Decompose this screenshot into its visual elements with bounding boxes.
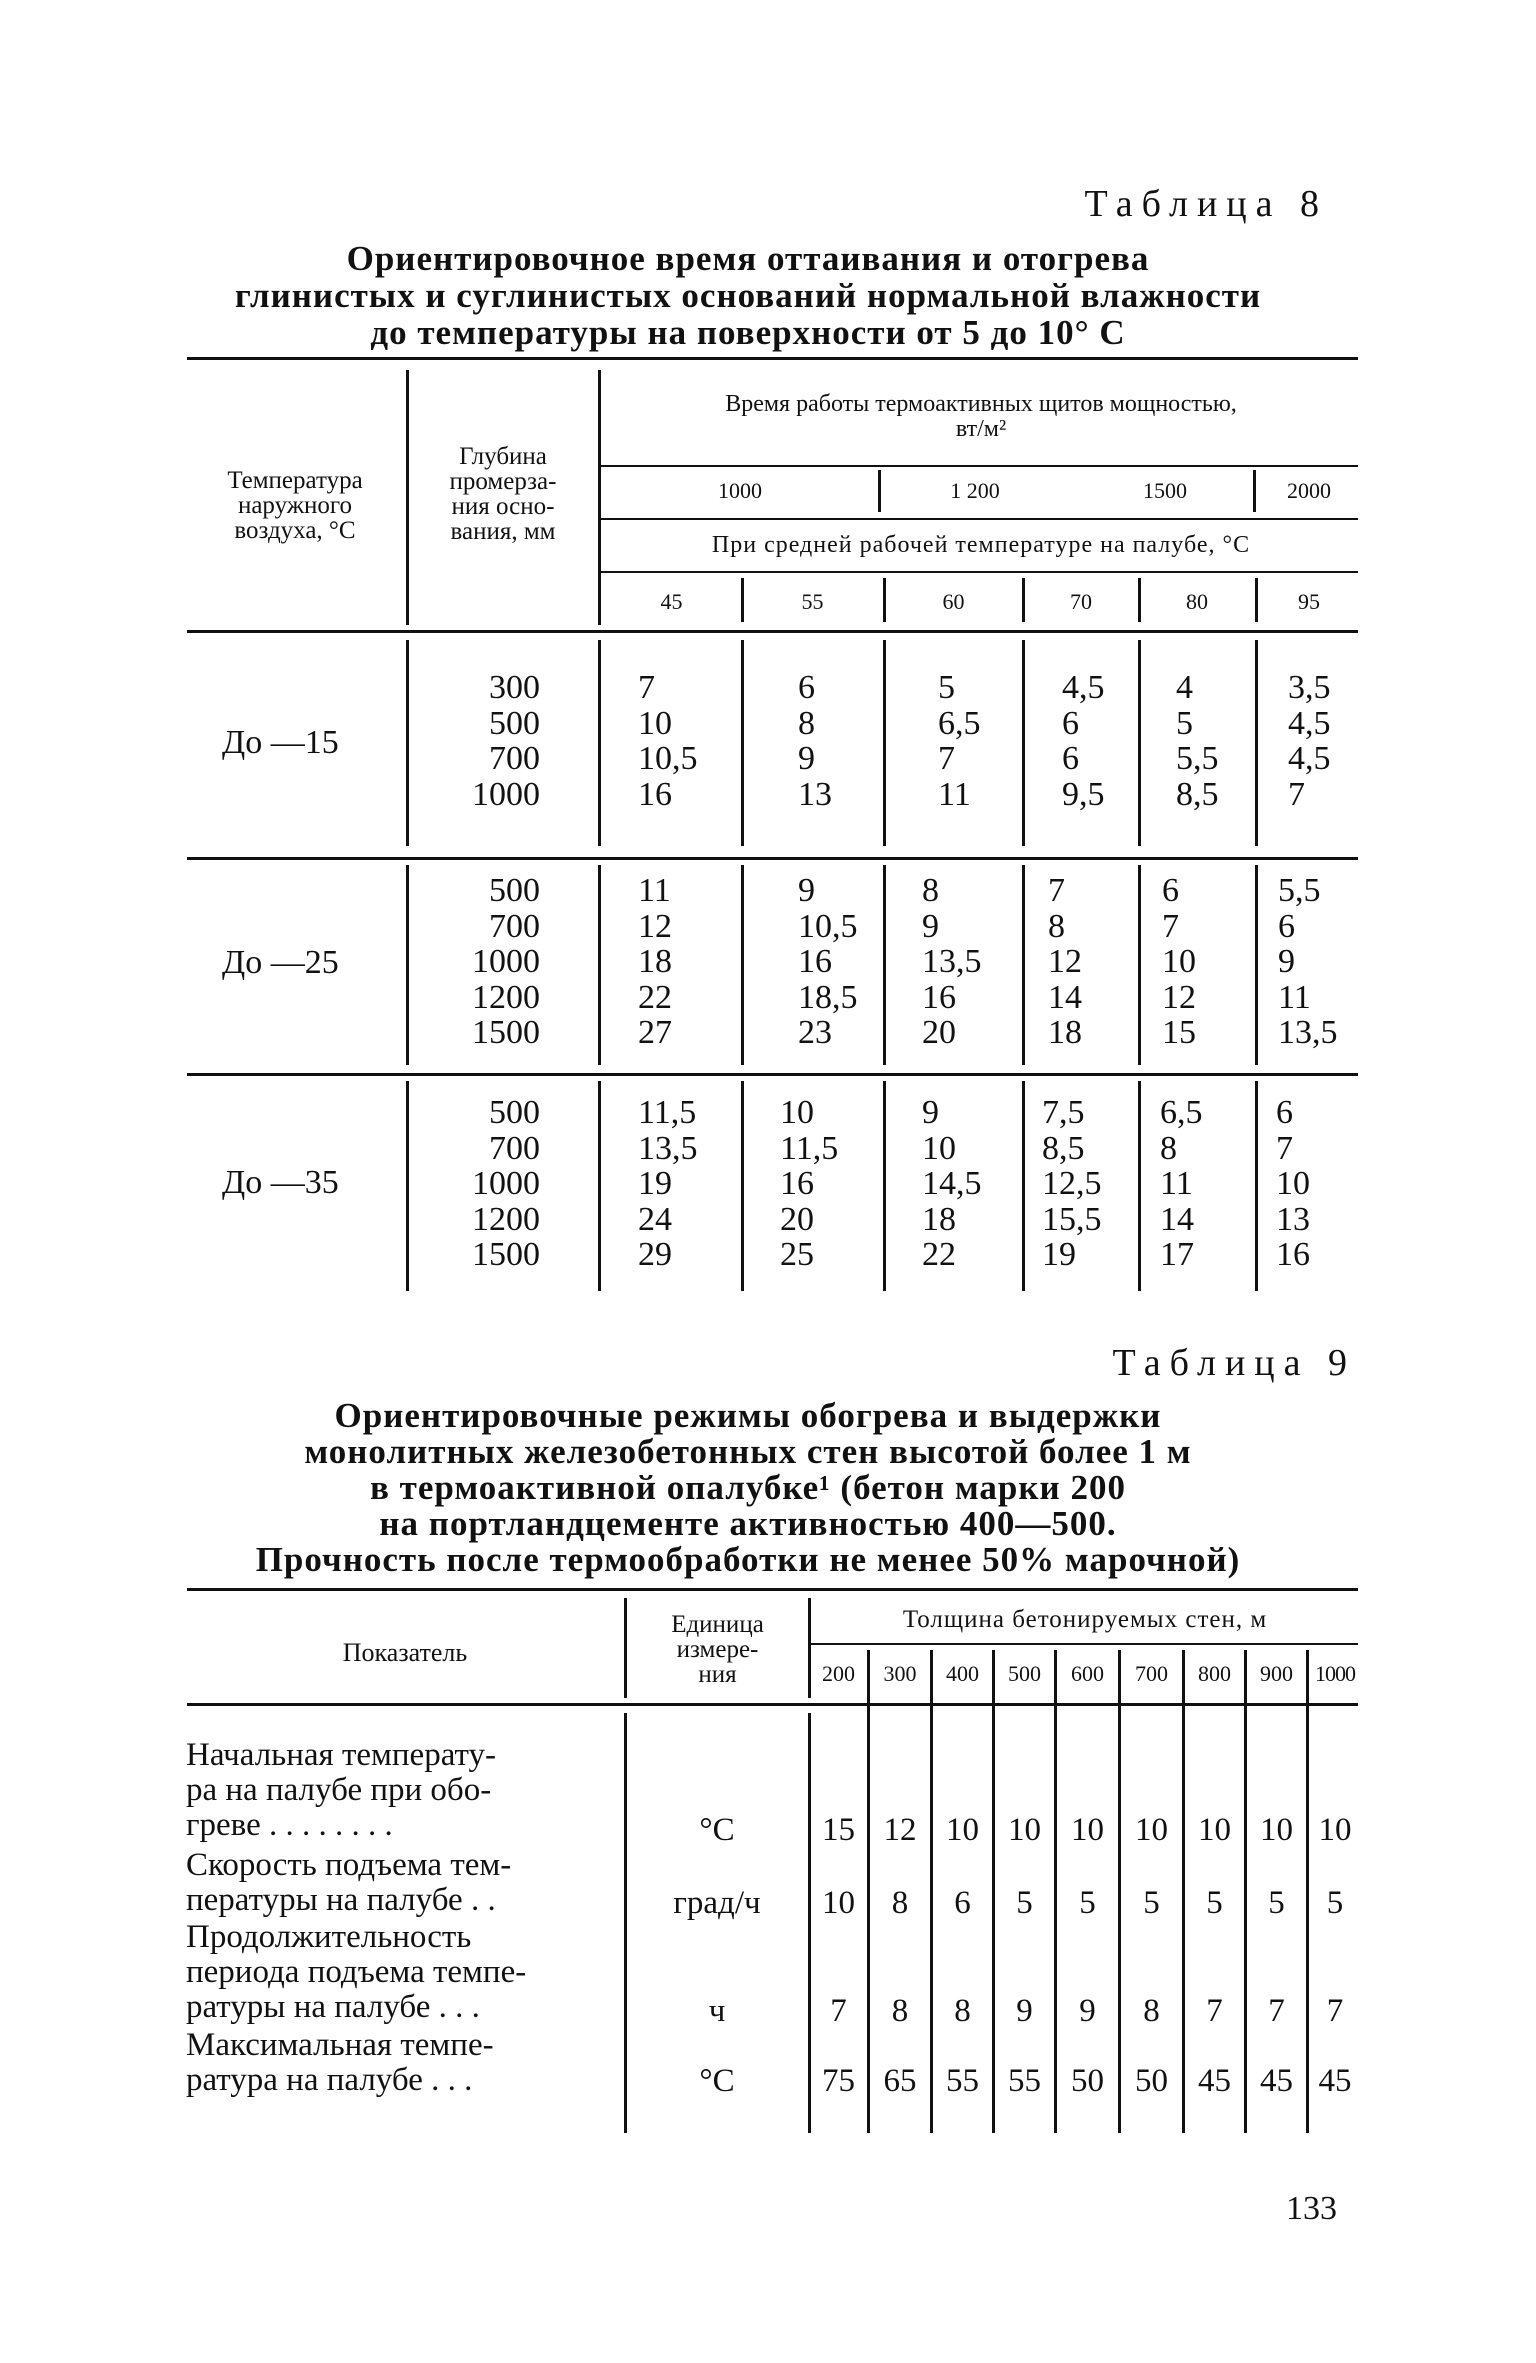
table9-cell: 5 — [1143, 1885, 1160, 1921]
table9-cell: 45 — [1260, 2063, 1293, 2099]
table9-width: 400 — [946, 1661, 979, 1686]
table8-header-temp: Температура наружного воздуха, °С — [227, 467, 363, 544]
table8-vline-body — [1138, 640, 1141, 846]
table8-group-rule-1 — [187, 857, 1358, 860]
table9-row-unit: °С — [699, 1812, 735, 1848]
table9-cell: 7 — [1268, 1993, 1285, 2029]
table8-vline-body — [598, 1081, 601, 1291]
table9-top-rule — [187, 1588, 1358, 1591]
table8-vline-body — [741, 640, 744, 846]
table8-vline-body — [1255, 640, 1258, 846]
table9-header-thickness: Толщина бетонируемых стен, м — [902, 1606, 1268, 1633]
table9-title-line-2: монолитных железобетонных стен высотой более 1 м — [304, 1432, 1192, 1471]
table9-cell: 45 — [1318, 2063, 1352, 2099]
table8-vline-body — [1255, 865, 1258, 1065]
table8-power-1000: 1000 — [718, 478, 762, 503]
table9-row-unit: град/ч — [673, 1885, 761, 1921]
table8-header-depth: Глубина промерза- ния осно- вания, мм — [449, 443, 557, 545]
table8-value-col: 11 12 18 22 27 — [638, 872, 672, 1051]
table9-cell: 10 — [1318, 1812, 1352, 1848]
table8-value-col: 7 10 10,5 16 — [638, 669, 698, 813]
table8-temps-rule — [598, 571, 1358, 573]
table8-value-col: 6,5 8 11 14 17 — [1160, 1094, 1203, 1273]
table8-value-col: 4 5 5,5 8,5 — [1176, 669, 1219, 813]
table8-vline-temp-2 — [883, 578, 886, 622]
table8-temp-45: 45 — [660, 589, 683, 614]
table9-cell: 8 — [954, 1993, 971, 2029]
table8-vline-body — [598, 865, 601, 1065]
table9-cell: 5 — [1079, 1885, 1096, 1921]
table9-number: Таблица 9 — [1112, 1342, 1356, 1384]
table8-value-col: 4,5 6 6 9,5 — [1062, 669, 1105, 813]
table8-number: Таблица 8 — [1084, 183, 1328, 225]
table8-value-col: 3,5 4,5 4,5 7 — [1288, 669, 1331, 813]
table9-cell: 50 — [1135, 2063, 1168, 2099]
table8-vline-body — [406, 640, 409, 846]
table8-group-label: До —15 — [222, 724, 339, 761]
table8-vline-body — [406, 865, 409, 1065]
table8-power-2000: 2000 — [1287, 478, 1331, 503]
table9-width: 1000 — [1315, 1661, 1355, 1686]
table8-vline-body — [883, 865, 886, 1065]
table9-row-label: Начальная температу- ра на палубе при обо- греве . . . . . . . . — [186, 1737, 496, 1843]
table9-row-label: Скорость подъема тем- пературы на палубе . . — [186, 1847, 512, 1918]
table8-vline-body — [1138, 865, 1141, 1065]
table9-cell: 8 — [891, 1993, 909, 2029]
table8-vline-body — [1255, 1081, 1258, 1291]
table9-cell: 6 — [954, 1885, 971, 1921]
table9-cell: 75 — [822, 2063, 855, 2099]
table9-cell: 45 — [1198, 2063, 1231, 2099]
table8-title-line-2: глинистых и суглинистых оснований нормальной влажности — [234, 276, 1262, 315]
table9-width: 300 — [883, 1661, 917, 1686]
table8-value-col: 5,5 6 9 11 13,5 — [1278, 872, 1338, 1051]
table9-cell: 8 — [1143, 1993, 1160, 2029]
table9-width: 700 — [1135, 1661, 1168, 1686]
table8-vline-header-1 — [406, 370, 409, 625]
table9-row-unit: ч — [708, 1993, 726, 2029]
table9-thickness-rule — [810, 1643, 1358, 1645]
table9-cell: 10 — [1135, 1812, 1168, 1848]
table8-value-col: 9 10,5 16 18,5 23 — [798, 872, 858, 1051]
table8-value-col: 9 10 14,5 18 22 — [922, 1094, 982, 1273]
table9-cell: 8 — [891, 1885, 909, 1921]
table9-header-unit: Единица измере- ния — [671, 1611, 764, 1688]
table9-cell: 65 — [883, 2063, 917, 2099]
table9-row-label: Максимальная темпе- ратура на палубе . . . — [186, 2027, 494, 2098]
table8-title-line-1: Ориентировочное время оттаивания и отогрева — [346, 239, 1150, 278]
table9-title-line-1: Ориентировочные режимы обогрева и выдержки — [334, 1396, 1162, 1435]
table8-value-col: 8 9 13,5 16 20 — [922, 872, 982, 1051]
table8-vline-temp-3 — [1022, 578, 1025, 622]
table8-group-label: До —25 — [222, 944, 339, 981]
table8-vline-body — [1022, 1081, 1025, 1291]
table9-cell: 5 — [1016, 1885, 1033, 1921]
table9-cell: 10 — [1198, 1812, 1231, 1848]
table9-cell: 5 — [1206, 1885, 1223, 1921]
table8-depth-col: 300 500 700 1000 — [472, 669, 540, 813]
table8-vline-power-1 — [878, 470, 881, 512]
table8-header-bottom-rule — [187, 630, 1358, 633]
table8-vline-temp-4 — [1138, 578, 1141, 622]
table9-width: 900 — [1260, 1661, 1293, 1686]
table8-vline-body — [741, 865, 744, 1065]
table8-group-label: До —35 — [222, 1164, 339, 1201]
table9-cell: 15 — [822, 1812, 855, 1848]
table9-cell: 10 — [1260, 1812, 1293, 1848]
table8-vline-power-2 — [1253, 470, 1256, 512]
table9-cell: 55 — [946, 2063, 979, 2099]
table8-value-col: 6 7 10 12 15 — [1162, 872, 1196, 1051]
table8-value-col: 6 8 9 13 — [798, 669, 832, 813]
table9-cell: 9 — [1016, 1993, 1033, 2029]
table8-temp-95: 95 — [1298, 589, 1320, 614]
table8-group-rule-2 — [187, 1073, 1358, 1076]
table8-vline-body — [598, 640, 601, 846]
table8-power-rule — [598, 465, 1358, 467]
table9-cell: 10 — [1008, 1812, 1041, 1848]
table9-cell: 55 — [1008, 2063, 1041, 2099]
table8-value-col: 10 11,5 16 20 25 — [780, 1094, 839, 1273]
table9-title-line-5: Прочность после термообработки не менее 50% марочной) — [255, 1540, 1241, 1579]
table8-temp-60: 60 — [942, 589, 965, 614]
table8-vline-body — [1022, 640, 1025, 846]
table9-vline-header — [624, 1598, 627, 1698]
table9-cell: 7 — [1326, 1993, 1344, 2029]
table8-title-line-3: до температуры на поверхности от 5 до 10° С — [370, 313, 1126, 352]
table8-depth-col: 500 700 1000 1200 1500 — [472, 1094, 540, 1273]
table8-power-1500: 1500 — [1143, 478, 1187, 503]
table9-row-label: Продолжительность периода подъема темпе- ратуры на палубе . . . — [186, 1919, 527, 2025]
table8-vline-body — [1138, 1081, 1141, 1291]
table8-value-col: 7 8 12 14 18 — [1048, 872, 1082, 1051]
table9-row-unit: °С — [699, 2063, 735, 2099]
table9-width: 500 — [1008, 1661, 1041, 1686]
table8-temp-80: 80 — [1186, 589, 1208, 614]
table8-vline-temp-5 — [1255, 578, 1258, 622]
page-number: 133 — [1286, 2190, 1337, 2227]
table8-vline-body — [1022, 865, 1025, 1065]
table8-value-col: 6 7 10 13 16 — [1276, 1094, 1310, 1273]
table9-header-indicator: Показатель — [342, 1638, 468, 1667]
table9-title-line-4: на портландцементе активностью 400—500. — [379, 1504, 1117, 1543]
table8-header-shield-power: Время работы термоактивных щитов мощностью, вт/м² — [725, 391, 1237, 442]
table8-depth-col: 500 700 1000 1200 1500 — [472, 872, 540, 1051]
table9-width: 200 — [822, 1661, 855, 1686]
table8-vline-body — [406, 1081, 409, 1291]
table8-power-1200: 1 200 — [950, 478, 1000, 503]
table9-cell: 7 — [1206, 1993, 1223, 2029]
table8-vline-body — [741, 1081, 744, 1291]
table9-width: 800 — [1198, 1661, 1231, 1686]
table9-title-line-3: в термоактивной опалубке¹ (бетон марки 200 — [370, 1468, 1126, 1507]
table9-cell: 10 — [1071, 1812, 1104, 1848]
table9-cell: 7 — [830, 1993, 847, 2029]
table8-vline-body — [883, 640, 886, 846]
table8-avgtemp-rule — [598, 518, 1358, 520]
table8-value-col: 7,5 8,5 12,5 15,5 19 — [1042, 1094, 1102, 1273]
table9-cell: 50 — [1071, 2063, 1104, 2099]
table9-vline-body — [624, 1713, 627, 2133]
table8-vline-temp-1 — [741, 578, 744, 622]
table8-temp-55: 55 — [801, 589, 824, 614]
table8-value-col: 5 6,5 7 11 — [938, 669, 981, 813]
table9-cell: 5 — [1268, 1885, 1285, 1921]
table9-cell: 10 — [946, 1812, 979, 1848]
table8-vline-body — [883, 1081, 886, 1291]
table9-width: 600 — [1071, 1661, 1104, 1686]
table8-top-rule — [187, 357, 1358, 360]
table9-cell: 12 — [883, 1812, 917, 1848]
table8-vline-header-2 — [598, 370, 601, 625]
table8-value-col: 11,5 13,5 19 24 29 — [638, 1094, 698, 1273]
table9-cell: 10 — [822, 1885, 855, 1921]
table9-cell: 5 — [1326, 1885, 1344, 1921]
table8-header-avg-temp: При средней рабочей температуре на палубе, °С — [711, 532, 1251, 558]
table8-temp-70: 70 — [1070, 589, 1092, 614]
table9-cell: 9 — [1079, 1993, 1096, 2029]
